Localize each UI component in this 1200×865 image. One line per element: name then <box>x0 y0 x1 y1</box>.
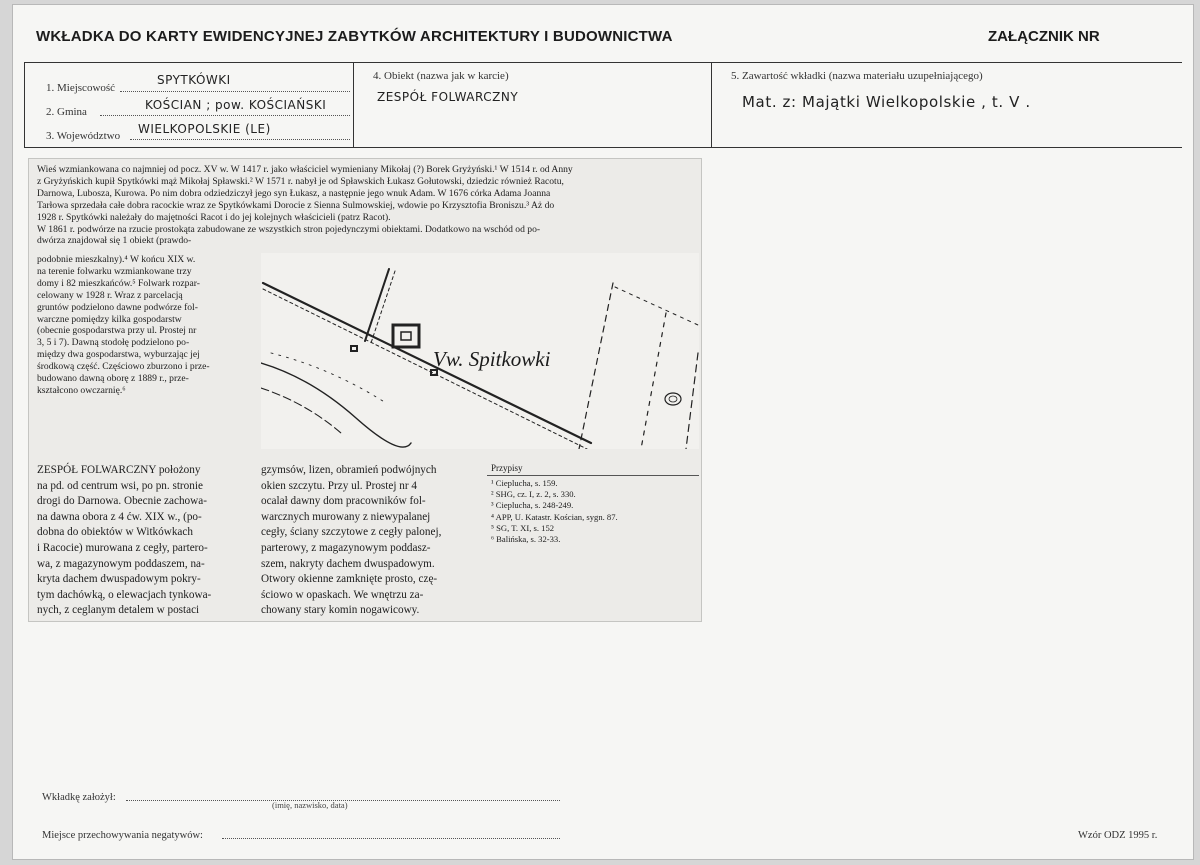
created-by-label: Wkładkę założył: <box>42 792 116 803</box>
column-line: i Racocie) murowana z cegły, partero- <box>37 541 208 554</box>
wrap-line: (obecnie gospodarstwa przy ul. Prostej nr <box>37 325 197 337</box>
wrap-line: gruntów podzielono dawne podwórze fol- <box>37 301 198 313</box>
column-line: cegły, ściany szczytowe z cegły palonej, <box>261 526 442 539</box>
wrap-line: kształcono owczarnię.⁶ <box>37 384 126 396</box>
table-bottom-border <box>24 147 1182 148</box>
wrap-line: 3, 5 i 7). Dawną stodołę podzielono po- <box>37 337 190 349</box>
column-line: ZESPÓŁ FOLWARCZNY położony <box>37 464 201 476</box>
column-line: tym dachówką, o elewacjach tynkowa- <box>37 588 212 601</box>
form-title: WKŁADKA DO KARTY EWIDENCYJNEJ ZABYTKÓW ARCHITEKTURY I BUDOWNICTWA <box>36 28 673 45</box>
column-line: drogi do Darnowa. Obecnie zachowa- <box>37 495 207 508</box>
article-intro <box>37 164 701 247</box>
column-line: nych, z ceglanym detalem w postaci <box>37 604 200 617</box>
wrap-line: celowany w 1928 r. Wraz z parcelacją <box>37 289 183 301</box>
voivodeship-dotted-line <box>130 139 350 140</box>
intro-line: 1928 r. Spytkówki należały do majętności Racot i do jej kolejnych właścicieli (patrz Racot). <box>37 211 391 223</box>
article-column-2 <box>261 463 483 619</box>
column-line: szem, nakryty dachem dwuspadowym. <box>261 557 435 570</box>
annex-number-label: ZAŁĄCZNIK NR <box>988 28 1100 45</box>
object-label: 4. Obiekt (nazwa jak w karcie) <box>373 70 509 82</box>
column-line: ocalał dawny dom pracowników fol- <box>261 495 426 508</box>
article-column-1 <box>37 463 259 619</box>
table-top-border <box>24 62 1182 63</box>
contents-value: Mat. z: Majątki Wielkopolskie , t. V . <box>742 93 1031 111</box>
gmina-value: KOŚCIAN ; pow. KOŚCIAŃSKI <box>145 98 327 112</box>
wrap-line: budowano dawną oborę z 1889 r., prze- <box>37 373 189 385</box>
table-left-border <box>24 62 25 148</box>
column-line: wa, z magazynowym poddaszem, na- <box>37 557 205 570</box>
locality-dotted-line <box>120 91 350 92</box>
historical-map <box>261 253 699 449</box>
locality-label: 1. Miejscowość <box>46 82 116 94</box>
gmina-dotted-line <box>100 115 350 116</box>
locality-value: SPYTKÓWKI <box>157 73 231 87</box>
column-line: chowany stary komin nogawicowy. <box>261 604 420 617</box>
wrap-line: między dwa gospodarstwa, wyburzając jej <box>37 349 200 361</box>
column-line: kryta dachem dwuspadowym pokry- <box>37 573 201 586</box>
contents-label: 5. Zawartość wkładki (nazwa materiału uzupełniającego) <box>731 70 983 82</box>
negatives-storage-label: Miejsce przechowywania negatywów: <box>42 830 203 841</box>
object-value: ZESPÓŁ FOLWARCZNY <box>377 90 519 104</box>
footnote-item: ² SHG, cz. I, z. 2, s. 330. <box>491 489 576 500</box>
intro-line: dwórza znajdował się 1 obiekt (prawdo- <box>37 235 192 247</box>
map-settlement-label: Vw. Spitkowki <box>433 347 551 371</box>
column-line: ściowo w opaskach. We wnętrzu za- <box>261 588 424 601</box>
intro-line: Wieś wzmiankowana co najmniej od pocz. XV w. W 1417 r. jako właściciel wymieniany Mikołaj (?) Borek Gryżyński.¹ W 1514 r. od Anny <box>37 164 573 175</box>
column-line: na dawna obora z 4 ćw. XIX w., (po- <box>37 510 202 523</box>
table-divider-1 <box>353 62 354 148</box>
article-wrap-text <box>37 254 259 397</box>
column-line: dobna do obiektów w Witkówkach <box>37 526 193 539</box>
footnotes-title: Przypisy <box>491 463 523 473</box>
gmina-label: 2. Gmina <box>46 106 87 118</box>
footnote-item: ⁶ Balińska, s. 32-33. <box>491 534 561 545</box>
wrap-line: domy i 82 mieszkańców.⁵ Folwark rozpar- <box>37 277 200 289</box>
intro-line: z Gryżyńskich kupił Spytkówki mąż Mikołaj Spławski.² W 1571 r. nabył je od Spławskich Łukasz Gołutowski, dziedzic również Racotu, <box>37 175 564 187</box>
column-line: Otwory okienne zamknięte prosto, czę- <box>261 573 438 586</box>
wrap-line: warczne pomiędzy kilka gospodarstw <box>37 313 182 325</box>
footnotes-rule <box>487 475 699 476</box>
created-by-hint: (imię, nazwisko, data) <box>272 800 348 810</box>
negatives-storage-dotted-line <box>222 838 560 839</box>
footnote-item: ⁴ APP, U. Katastr. Kościan, sygn. 87. <box>491 511 618 522</box>
voivodeship-value: WIELKOPOLSKIE (LE) <box>138 122 271 136</box>
wrap-line: podobnie mieszkalny).⁴ W końcu XIX w. <box>37 254 196 265</box>
wrap-line: na terenie folwarku wzmiankowane trzy <box>37 265 192 277</box>
column-line: okien szczytu. Przy ul. Prostej nr 4 <box>261 479 417 492</box>
footnotes-list <box>487 478 699 545</box>
template-version: Wzór ODZ 1995 r. <box>1078 830 1158 841</box>
footnote-item: ³ Cieplucha, s. 248-249. <box>491 500 574 511</box>
intro-line: W 1861 r. podwórze na rzucie prostokąta zabudowane ze wszystkich stron pojedynczymi obiektami. Dodatkowo na wschód od po- <box>37 223 541 235</box>
intro-line: Darnowa, Lubosza, Kurowa. Po nim dobra odziedziczył jego syn Łukasz, a następnie jego wnuk Adam. W 1676 córka Adama Joanna <box>37 187 551 199</box>
wrap-line: środkową część. Częściowo zburzono i prze- <box>37 361 210 373</box>
footnote-item: ¹ Cieplucha, s. 159. <box>491 478 558 488</box>
column-line: parterowy, z magazynowym poddasz- <box>261 541 431 554</box>
voivodeship-label: 3. Województwo <box>46 130 121 142</box>
column-line: warcznych murowany z niewypalanej <box>261 510 431 523</box>
column-line: na pd. od centrum wsi, po pn. stronie <box>37 479 203 492</box>
table-divider-2 <box>711 62 712 148</box>
pasted-article <box>28 158 702 622</box>
intro-line: Tarłowa sprzedała całe dobra racockie wraz ze Spytkówkami Dorocie z Sienna Sulmowskiej, wdowie po Krzysztofia Broniszu.³ Aż do <box>37 199 555 211</box>
footnotes <box>487 463 699 545</box>
column-line: gzymsów, lizen, obramień podwójnych <box>261 464 437 476</box>
footnote-item: ⁵ SG, T. XI, s. 152 <box>491 522 555 533</box>
